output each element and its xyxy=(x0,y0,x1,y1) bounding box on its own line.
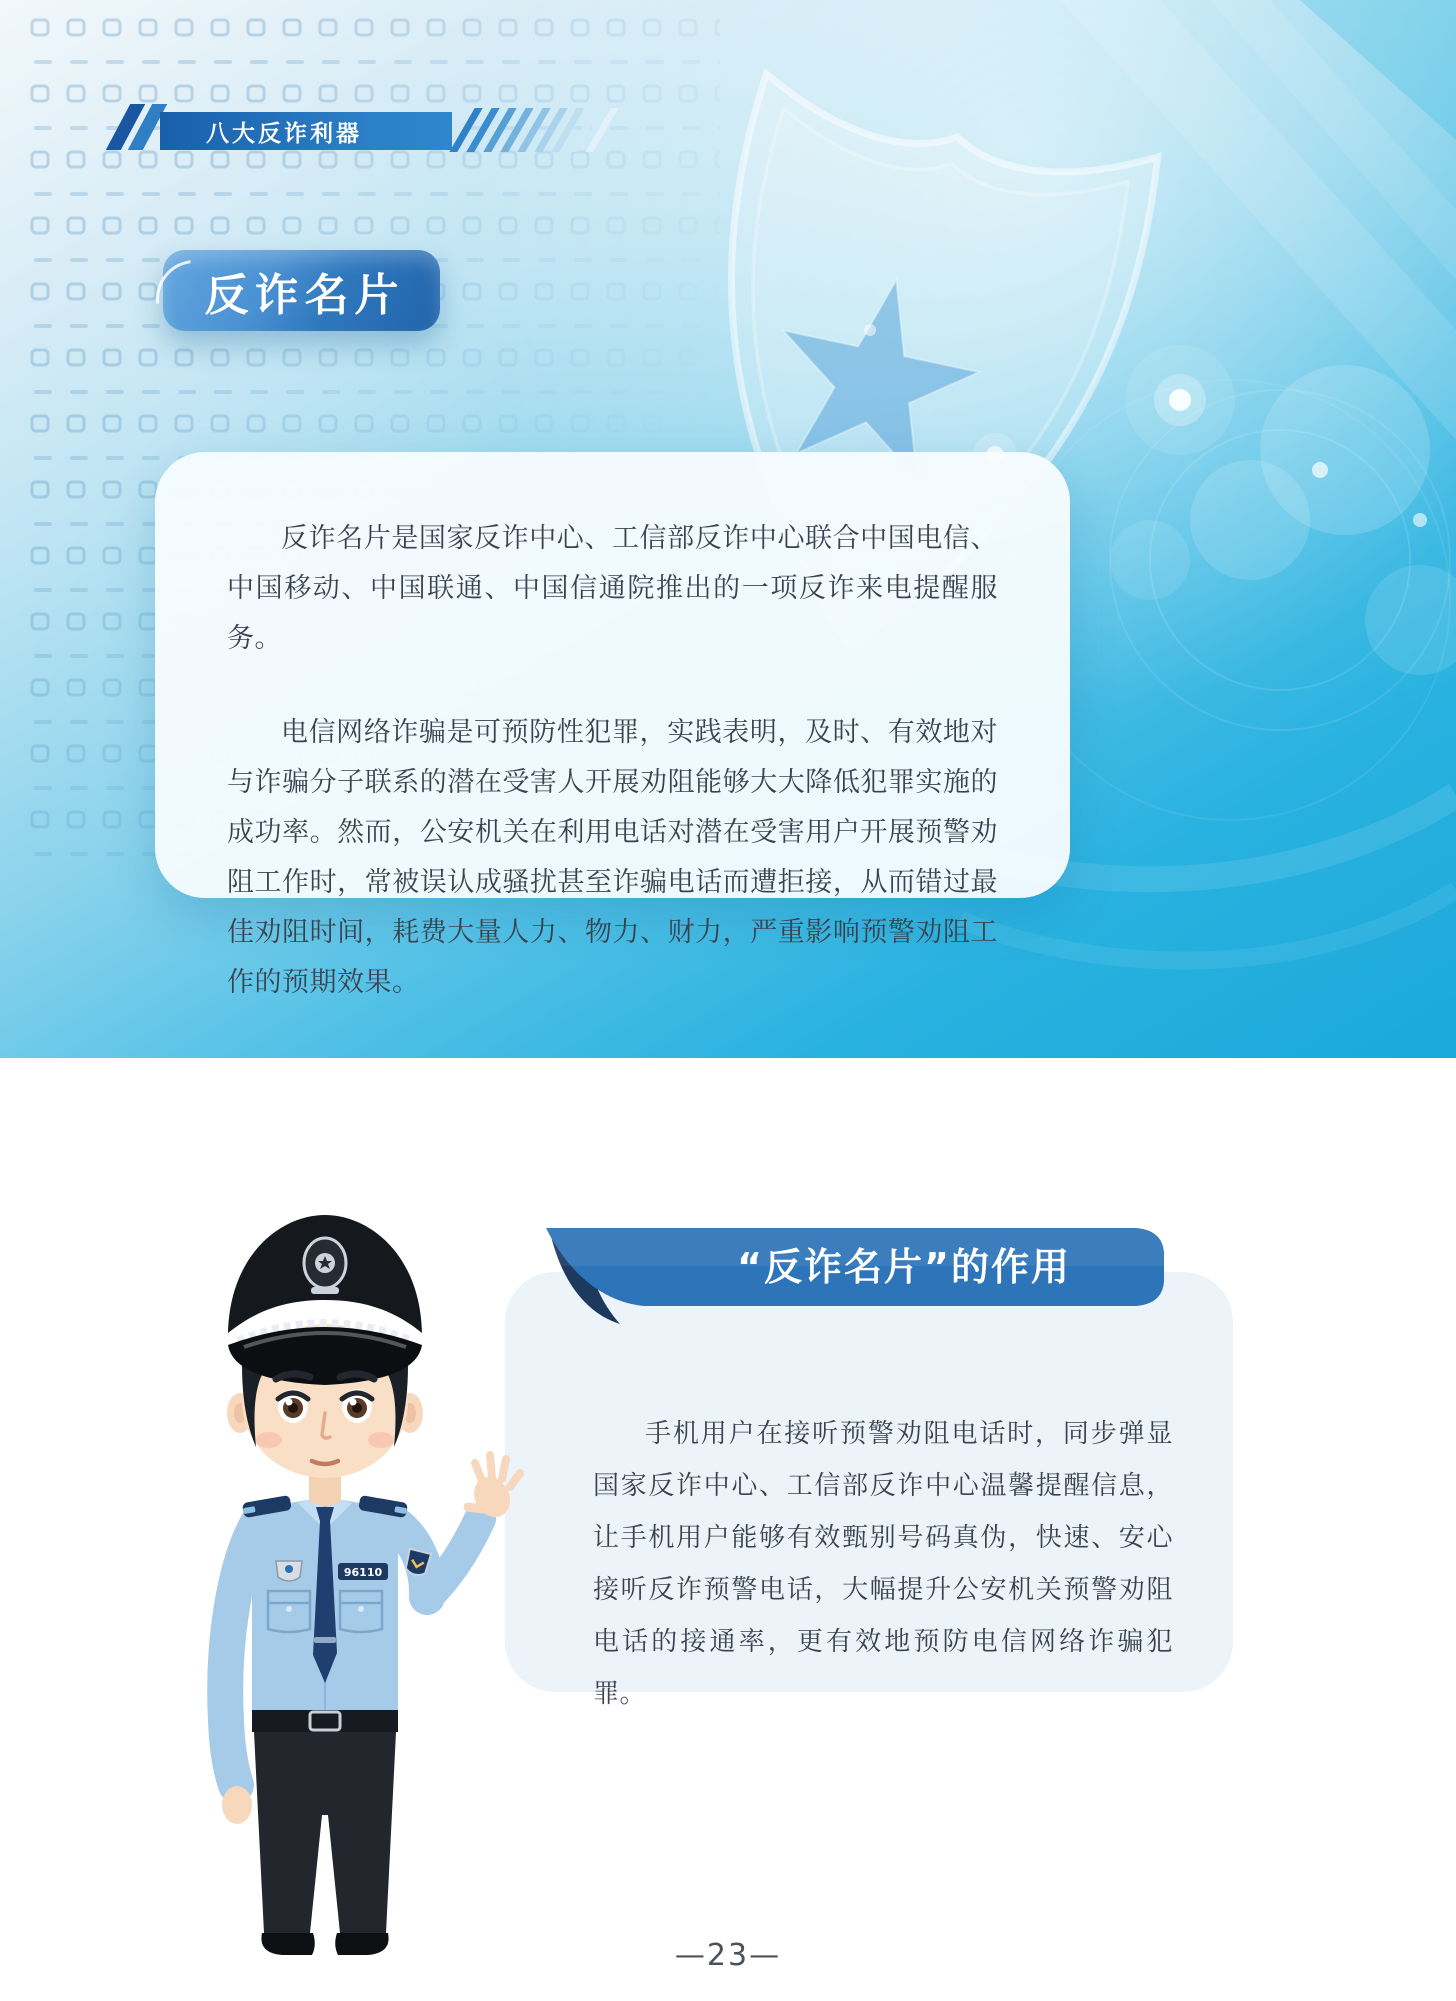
header-title: 八大反诈利器 xyxy=(206,120,362,147)
hero-paragraph-2: 电信网络诈骗是可预防性犯罪，实践表明，及时、有效地对与诈骗分子联系的潜在受害人开展劝阻能够大大降低犯罪实施的成功率。然而，公安机关在利用电话对潜在受害用户开展预警劝阻工作时，常被误认成骚扰甚至诈骗电话而遭拒接，从而错过最佳劝阻时间，耗费大量人力、物力、财力，严重影响预警劝阻工作的预期效果。 xyxy=(227,717,998,998)
header-right-slashes-icon xyxy=(462,108,606,152)
police-cap xyxy=(228,1215,422,1385)
header-banner xyxy=(160,112,452,150)
svg-text:96110: 96110 xyxy=(343,1566,383,1579)
officer-badge-number-plate xyxy=(338,1563,388,1580)
section-text-card xyxy=(505,1272,1233,1709)
officer-chest-badge-icon xyxy=(276,1561,302,1581)
section-paragraph: 手机用户在接听预警劝阻电话时，同步弹显国家反诈中心、工信部反诈中心温馨提醒信息，让手机用户能够有效甄别号码真伪，快速、安心接听反诈预警电话，大幅提升公安机关预警劝阻电话的接通率，更有效地预防电信网络诈骗犯罪。 xyxy=(593,1419,1173,1709)
officer-left-hand xyxy=(222,1786,252,1824)
hero-title: 反诈名片 xyxy=(204,269,405,321)
header-left-slashes-icon xyxy=(118,104,155,150)
section-banner xyxy=(532,1222,1172,1332)
hero-text-card xyxy=(155,452,1070,998)
page-number: —23— xyxy=(674,1938,782,1973)
hero-title-badge xyxy=(163,250,440,331)
police-officer-illustration xyxy=(170,1205,550,1955)
hero-paragraph-1: 反诈名片是国家反诈中心、工信部反诈中心联合中国电信、中国移动、中国联通、中国信通院推出的一项反诈来电提醒服务。 xyxy=(227,523,998,654)
section-banner-title: “反诈名片”的作用 xyxy=(737,1245,1071,1289)
